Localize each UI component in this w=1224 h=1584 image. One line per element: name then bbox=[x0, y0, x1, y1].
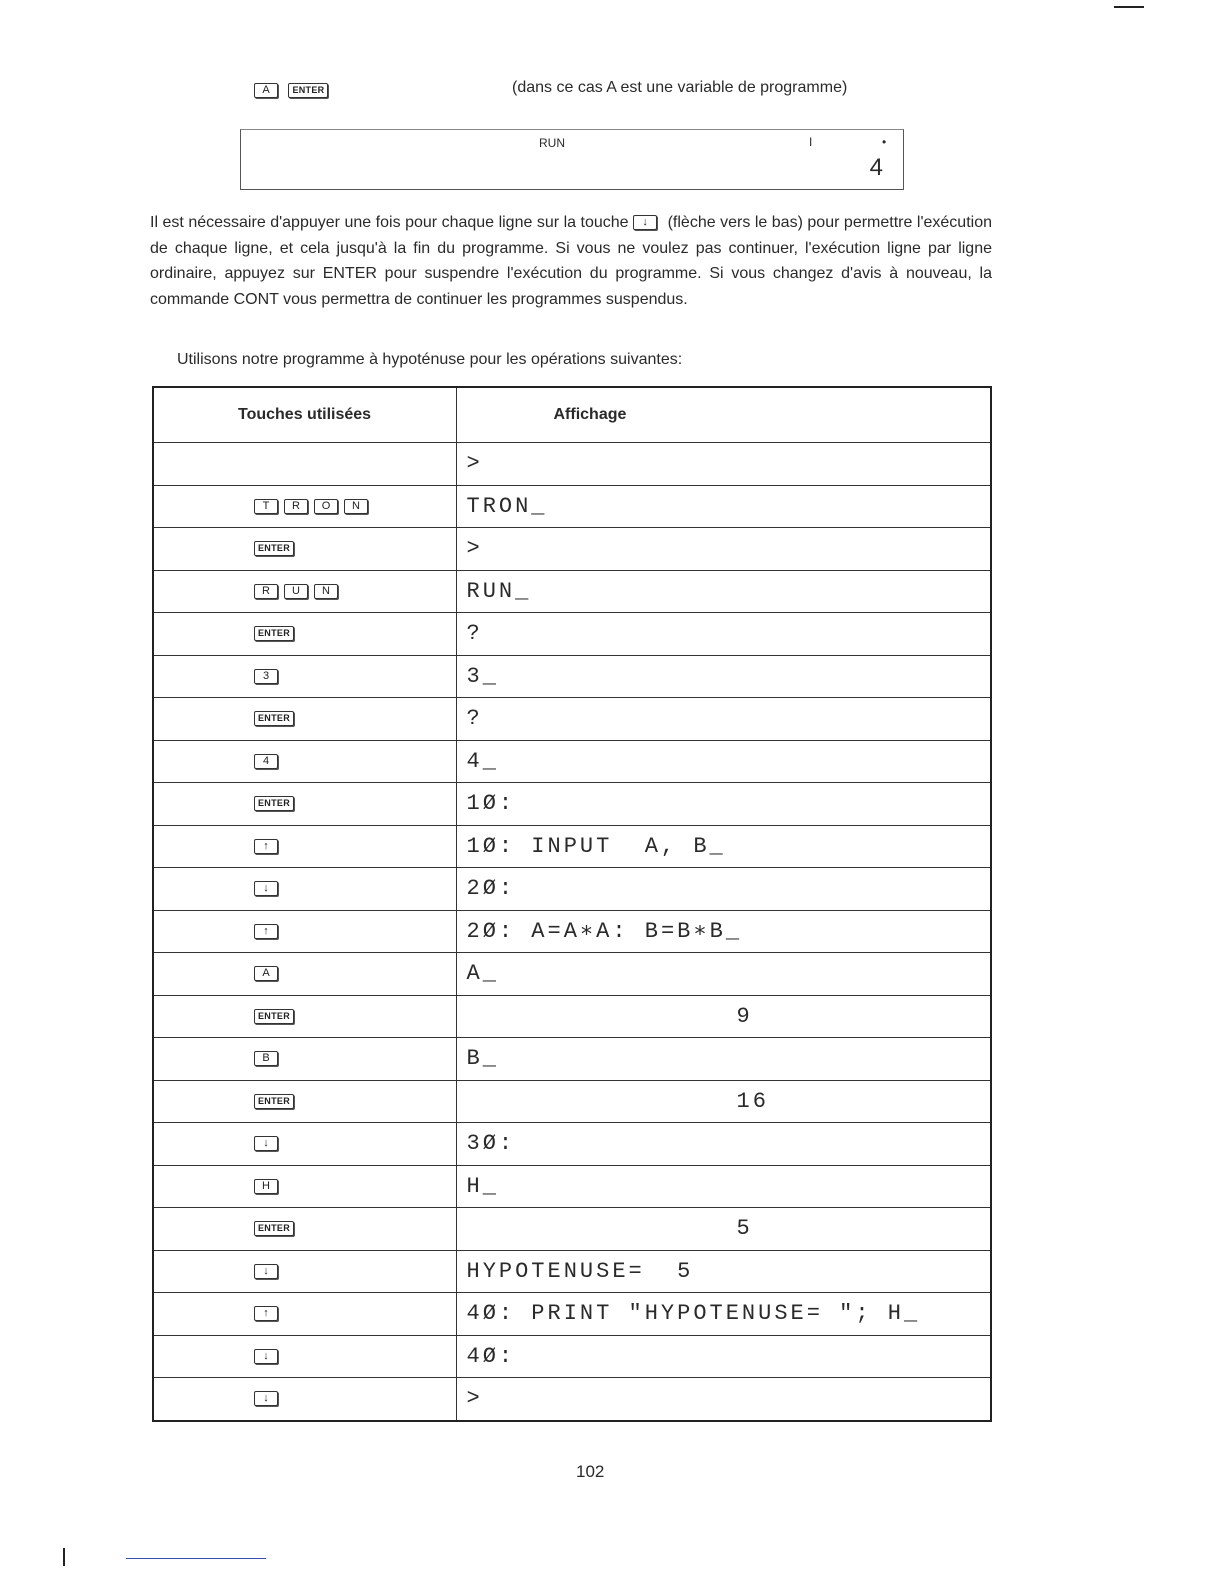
keystroke-table bbox=[152, 386, 992, 1422]
display-cell: 9 bbox=[456, 995, 991, 1038]
display-cell: A_ bbox=[456, 953, 991, 996]
table-row bbox=[153, 1250, 991, 1293]
keys-cell bbox=[153, 1165, 456, 1208]
keys-cell bbox=[153, 698, 456, 741]
table-row bbox=[153, 740, 991, 783]
display-cell: 5 bbox=[456, 1208, 991, 1251]
key-cap: B bbox=[254, 1051, 278, 1066]
key-cap: ↓ bbox=[254, 1264, 278, 1279]
table-row bbox=[153, 570, 991, 613]
key-cap: U bbox=[284, 584, 308, 599]
key-cap: ↑ bbox=[254, 839, 278, 854]
paragraph-text-2: (flèche vers le bas) pour permettre l'exécution de chaque ligne, et cela jusqu'à la fin du programme. Si vous ne voulez pas continuer, l'exécution ligne par ligne ordinaire, appuyez sur ENTER pour suspendre l'exécution du programme. Si vous changez d'avis à nouveau, la commande CONT vous permettra de continuer les programmes suspendus. bbox=[150, 214, 992, 308]
display-cell: 4_ bbox=[456, 740, 991, 783]
table-row bbox=[153, 783, 991, 826]
table-row bbox=[153, 1038, 991, 1081]
key-cap: ↓ bbox=[254, 1349, 278, 1364]
key-cap: ↑ bbox=[254, 1306, 278, 1321]
key-cap: ↓ bbox=[254, 881, 278, 896]
key-cap: A bbox=[254, 966, 278, 981]
keys-cell bbox=[153, 1123, 456, 1166]
key-cap: ENTER bbox=[254, 541, 294, 556]
table-row bbox=[153, 528, 991, 571]
lcd-dot: • bbox=[882, 135, 887, 149]
margin-mark bbox=[63, 1548, 65, 1566]
key-enter: ENTER bbox=[288, 83, 328, 98]
table-row bbox=[153, 995, 991, 1038]
key-cap: ENTER bbox=[254, 1009, 294, 1024]
header-keys: Touches utilisées bbox=[153, 387, 456, 443]
key-cap: ↓ bbox=[254, 1391, 278, 1406]
key-cap: ENTER bbox=[254, 1094, 294, 1109]
display-cell: 2Ø: A=A∗A: B=B∗B_ bbox=[456, 910, 991, 953]
key-cap: N bbox=[344, 499, 368, 514]
keys-cell bbox=[153, 443, 456, 486]
table-row bbox=[153, 1208, 991, 1251]
key-cap: 4 bbox=[254, 754, 278, 769]
keys-cell bbox=[153, 1038, 456, 1081]
lcd-value: 4 bbox=[869, 154, 883, 181]
keys-cell bbox=[153, 1250, 456, 1293]
display-cell: HYPOTENUSE= 5 bbox=[456, 1250, 991, 1293]
keys-cell bbox=[153, 953, 456, 996]
table-row bbox=[153, 825, 991, 868]
key-cap: R bbox=[284, 499, 308, 514]
key-cap: ENTER bbox=[254, 796, 294, 811]
display-cell: RUN_ bbox=[456, 570, 991, 613]
keys-cell bbox=[153, 655, 456, 698]
key-cap: ENTER bbox=[254, 626, 294, 641]
table-row bbox=[153, 1080, 991, 1123]
keys-cell bbox=[153, 570, 456, 613]
keys-cell bbox=[153, 910, 456, 953]
keys-cell bbox=[153, 868, 456, 911]
intro-text: Utilisons notre programme à hypoténuse pour les opérations suivantes: bbox=[177, 351, 683, 368]
corner-mark bbox=[1114, 6, 1144, 8]
table-row bbox=[153, 613, 991, 656]
key-cap: R bbox=[254, 584, 278, 599]
table-row bbox=[153, 1123, 991, 1166]
display-cell: > bbox=[456, 1378, 991, 1421]
display-cell: ? bbox=[456, 698, 991, 741]
page-number: 102 bbox=[576, 1462, 605, 1481]
key-cap: 3 bbox=[254, 669, 278, 684]
display-cell: 3Ø: bbox=[456, 1123, 991, 1166]
display-cell: 2Ø: bbox=[456, 868, 991, 911]
key-cap: H bbox=[254, 1179, 278, 1194]
table-row bbox=[153, 443, 991, 486]
display-cell: 16 bbox=[456, 1080, 991, 1123]
margin-line bbox=[126, 1558, 266, 1559]
down-arrow-key-icon: ↓ bbox=[633, 215, 657, 230]
key-cap: N bbox=[314, 584, 338, 599]
keys-cell bbox=[153, 995, 456, 1038]
header-display: Affichage bbox=[456, 387, 991, 443]
key-a: A bbox=[254, 83, 278, 98]
paragraph-text-1: Il est nécessaire d'appuyer une fois pour chaque ligne sur la touche bbox=[150, 214, 629, 231]
keys-cell bbox=[153, 1293, 456, 1336]
lcd-mode: RUN bbox=[539, 136, 565, 150]
key-cap: ↑ bbox=[254, 924, 278, 939]
display-cell: 3_ bbox=[456, 655, 991, 698]
top-note: (dans ce cas A est une variable de programme) bbox=[512, 79, 848, 96]
display-cell: TRON_ bbox=[456, 485, 991, 528]
table-row bbox=[153, 1335, 991, 1378]
display-cell: 4Ø: bbox=[456, 1335, 991, 1378]
table-row bbox=[153, 1378, 991, 1421]
table-row bbox=[153, 953, 991, 996]
table-header-row bbox=[153, 387, 991, 443]
display-cell: 1Ø: bbox=[456, 783, 991, 826]
keys-cell bbox=[153, 1208, 456, 1251]
key-cap: ↓ bbox=[254, 1136, 278, 1151]
table-row bbox=[153, 910, 991, 953]
display-cell: H_ bbox=[456, 1165, 991, 1208]
keys-cell bbox=[153, 1378, 456, 1421]
display-cell: 4Ø: PRINT "HYPOTENUSE= "; H_ bbox=[456, 1293, 991, 1336]
table-row bbox=[153, 868, 991, 911]
display-cell: B_ bbox=[456, 1038, 991, 1081]
top-key-sequence bbox=[254, 82, 334, 100]
display-cell: > bbox=[456, 443, 991, 486]
keys-cell bbox=[153, 825, 456, 868]
keys-cell bbox=[153, 528, 456, 571]
display-cell: 1Ø: INPUT A, B_ bbox=[456, 825, 991, 868]
table-row bbox=[153, 1293, 991, 1336]
table-row bbox=[153, 485, 991, 528]
table-row bbox=[153, 655, 991, 698]
key-cap: T bbox=[254, 499, 278, 514]
keys-cell bbox=[153, 740, 456, 783]
display-cell: ? bbox=[456, 613, 991, 656]
keys-cell bbox=[153, 1335, 456, 1378]
lcd-indicator: I bbox=[809, 135, 813, 149]
keys-cell bbox=[153, 783, 456, 826]
body-paragraph bbox=[150, 210, 992, 312]
key-cap: O bbox=[314, 499, 338, 514]
table-row bbox=[153, 698, 991, 741]
display-cell: > bbox=[456, 528, 991, 571]
keys-cell bbox=[153, 613, 456, 656]
keys-cell bbox=[153, 485, 456, 528]
keys-cell bbox=[153, 1080, 456, 1123]
table-row bbox=[153, 1165, 991, 1208]
key-cap: ENTER bbox=[254, 711, 294, 726]
lcd-display bbox=[240, 129, 904, 190]
key-cap: ENTER bbox=[254, 1221, 294, 1236]
